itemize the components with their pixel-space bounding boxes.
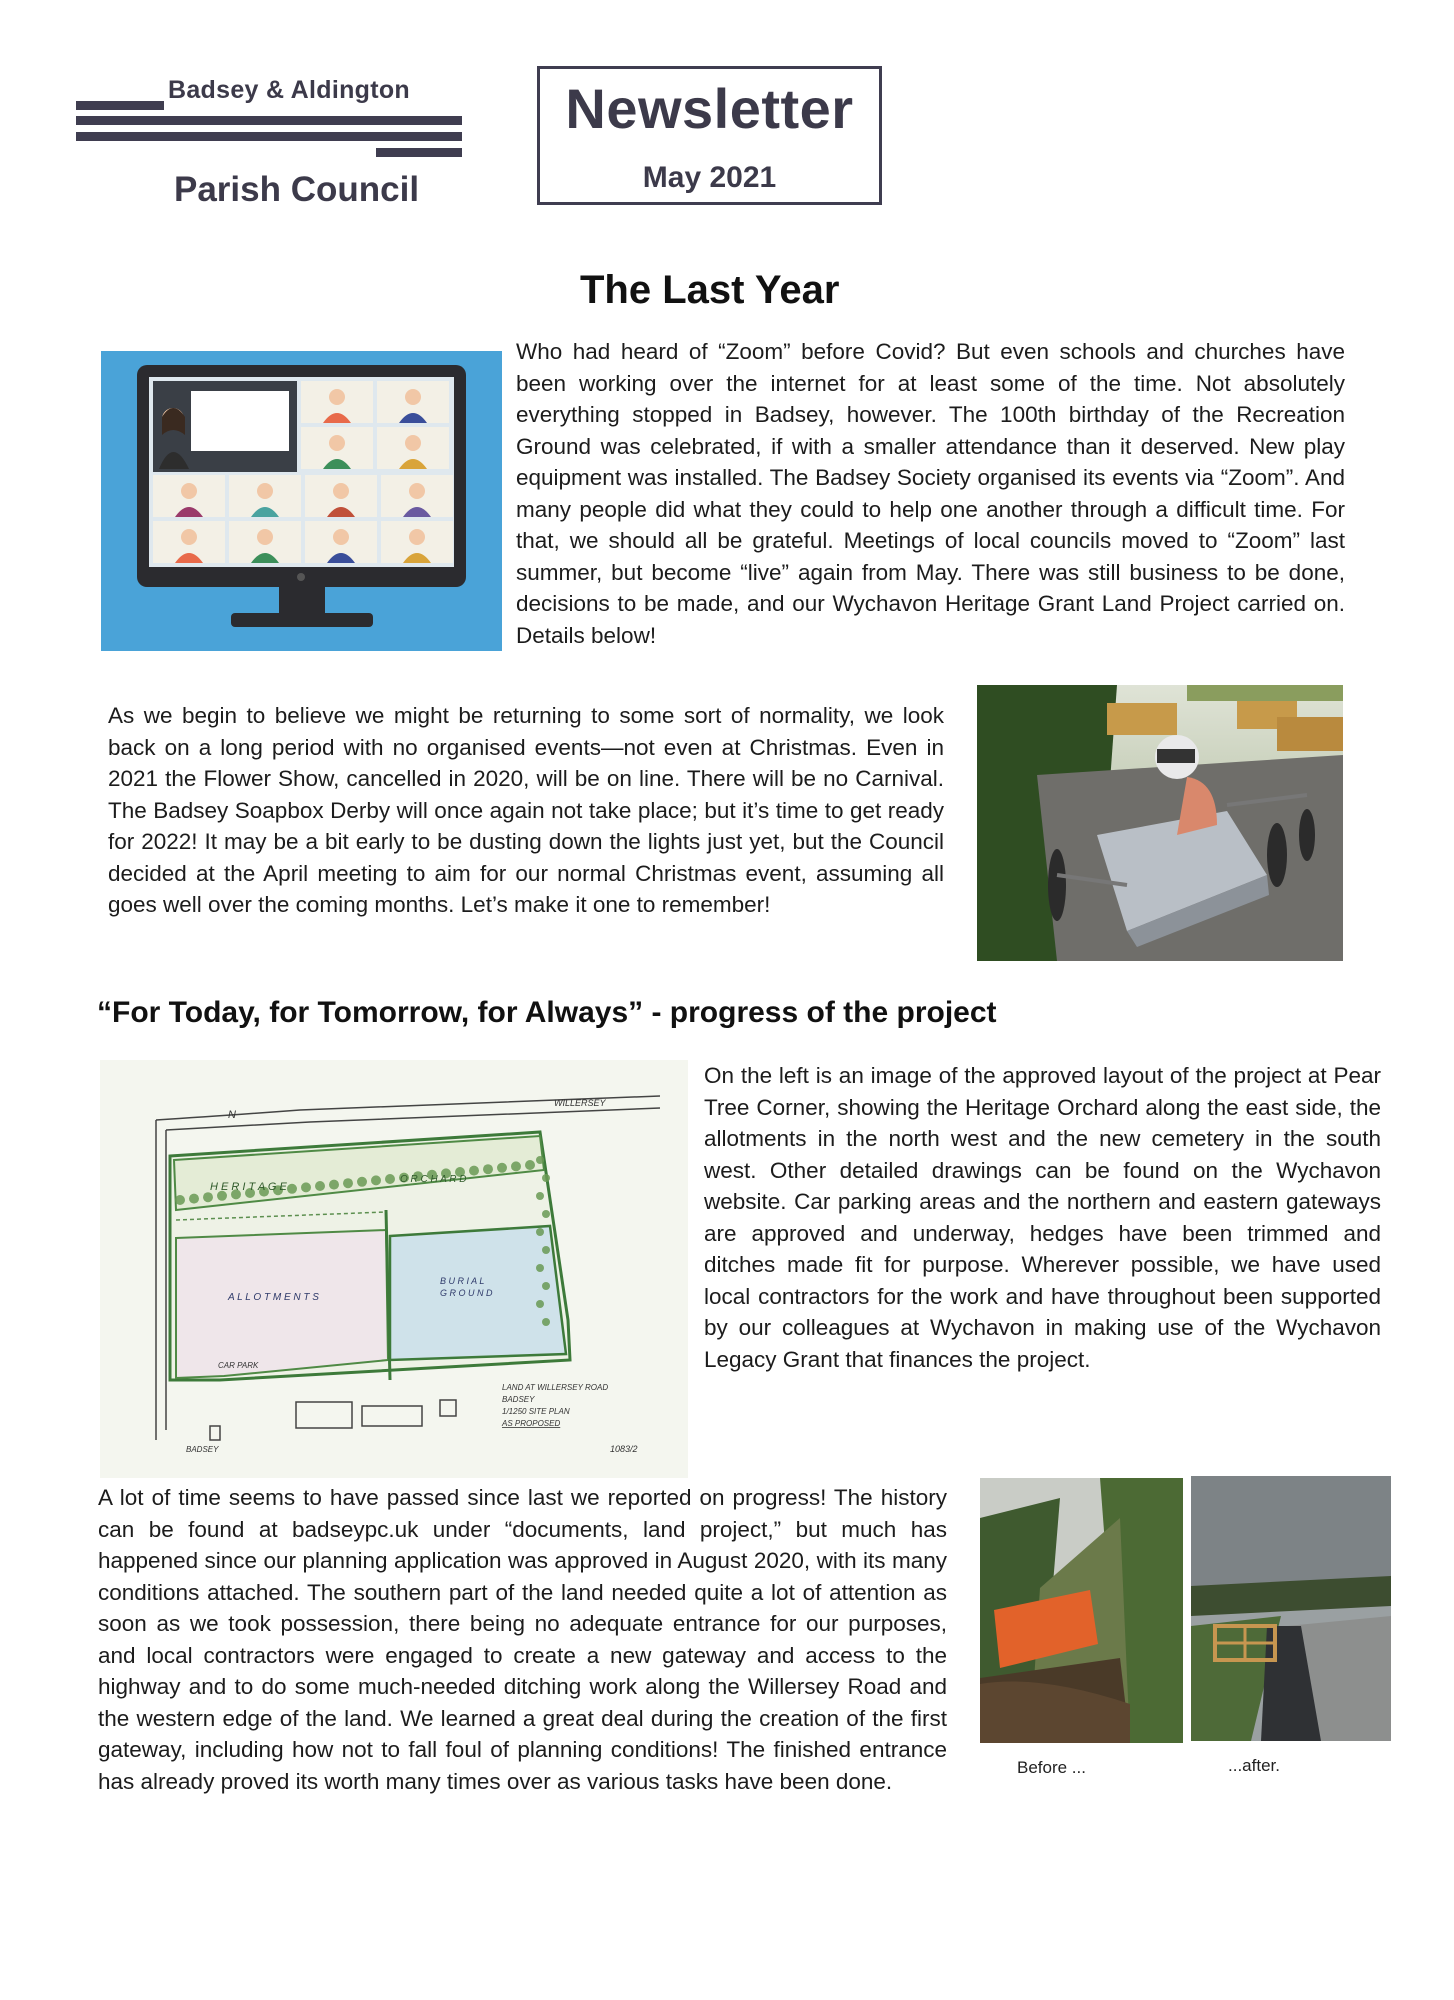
plan-label-burial: B U R I A L [440, 1276, 485, 1286]
plan-label-heritage: H E R I T A G E [210, 1181, 287, 1193]
paragraph-project-1: On the left is an image of the approved layout of the project at Pear Tree Corner, showing the Heritage Orchard along the east side, the allotments in the north west and the new cemetery in the south west. Other detailed drawings can be found on the Wychavon website. Car parking areas and the northern and eastern gateways are approved and underway, hedges have been trimmed and ditches made fit for purpose. Wherever possible, we have used local contractors for the work and have throughout been supported by our colleagues at Wychavon in making use of the Wychavon Legacy Grant that finances the project. [704, 1063, 1381, 1372]
paragraph-project-2: A lot of time seems to have passed since last we reported on progress! The history can be found at badseypc.uk under “documents, land project,” but much has happened since our planning application was approved in August 2020, with its many conditions attached. The southern part of the land needed quite a lot of attention as soon as we took possession, there being no adequate entrance for our purposes, and local contractors were engaged to create a new gateway and access to the highway and to do some much-needed ditching work along the Willersey Road and the western edge of the land. We learned a great deal during the creation of the first gateway, including how not to fall foul of planning conditions! The finished entrance has already proved its worth many times over as various tasks have been done. [98, 1485, 947, 1794]
section-heading-last-year: The Last Year [580, 268, 840, 312]
plan-label-road: WILLERSEY [554, 1098, 606, 1108]
plan-label-badsey: BADSEY [186, 1445, 219, 1454]
caption-before: Before ... [1017, 1758, 1086, 1777]
section-heading-project: “For Today, for Tomorrow, for Always” - progress of the project [97, 996, 997, 1029]
plan-label-number: 1083/2 [610, 1444, 638, 1454]
newsletter-masthead [537, 66, 882, 205]
plan-label-allotments: A L L O T M E N T S [228, 1292, 319, 1303]
plan-label-title2: BADSEY [502, 1395, 535, 1404]
logo-bar-1 [76, 101, 164, 110]
logo-bar-3 [76, 132, 462, 141]
zoom-meeting-illustration [101, 351, 502, 651]
site-plan-drawing [100, 1060, 688, 1478]
before-photo [980, 1478, 1183, 1743]
soapbox-derby-photo [977, 685, 1343, 961]
after-photo [1191, 1476, 1391, 1741]
plan-label-title4: AS PROPOSED [502, 1419, 561, 1428]
plan-label-title1: LAND AT WILLERSEY ROAD [502, 1383, 609, 1392]
logo-bar-4 [376, 148, 462, 157]
org-name-line1: Badsey & Aldington [168, 76, 410, 104]
plan-label-car-park: CAR PARK [218, 1361, 259, 1370]
plan-label-title3: 1/1250 SITE PLAN [502, 1407, 570, 1416]
org-name-line2: Parish Council [174, 170, 420, 209]
newsletter-title: Newsletter [565, 77, 854, 140]
logo-bar-2 [76, 116, 462, 125]
caption-after: ...after. [1228, 1756, 1280, 1775]
paragraph-last-year-1: Who had heard of “Zoom” before Covid? But even schools and churches have been working over the internet for at least some of the time. Not absolutely everything stopped in Badsey, however. The 100th birthday of the Recreation Ground was celebrated, if with a smaller attendance than it deserved. New play equipment was installed. The Badsey Society organised its events via “Zoom”. And many people did what they could to help one another through a difficult time. For that, we should all be grateful. Meetings of local councils moved to “Zoom” last summer, but become “live” again from May. There was still business to be done, decisions to be made, and our Wychavon Heritage Grant Land Project carried on. Details below! [516, 339, 1345, 648]
issue-date: May 2021 [642, 161, 777, 194]
plan-label-orchard: O R C H A R D [400, 1174, 467, 1185]
paragraph-last-year-2: As we begin to believe we might be returning to some sort of normality, we look back on a long period with no organised events—not even at Christmas. Even in 2021 the Flower Show, cancelled in 2020, will be on line. There will be no Carnival. The Badsey Soapbox Derby will once again not take place; but it’s time to get ready for 2022! It may be a bit early to be dusting down the lights just yet, but the Council decided at the April meeting to aim for our normal Christmas event, assuming all goes well over the coming months. Let’s make it one to remember! [108, 703, 944, 917]
plan-label-north: N [228, 1109, 236, 1121]
plan-label-ground: G R O U N D [440, 1288, 493, 1298]
